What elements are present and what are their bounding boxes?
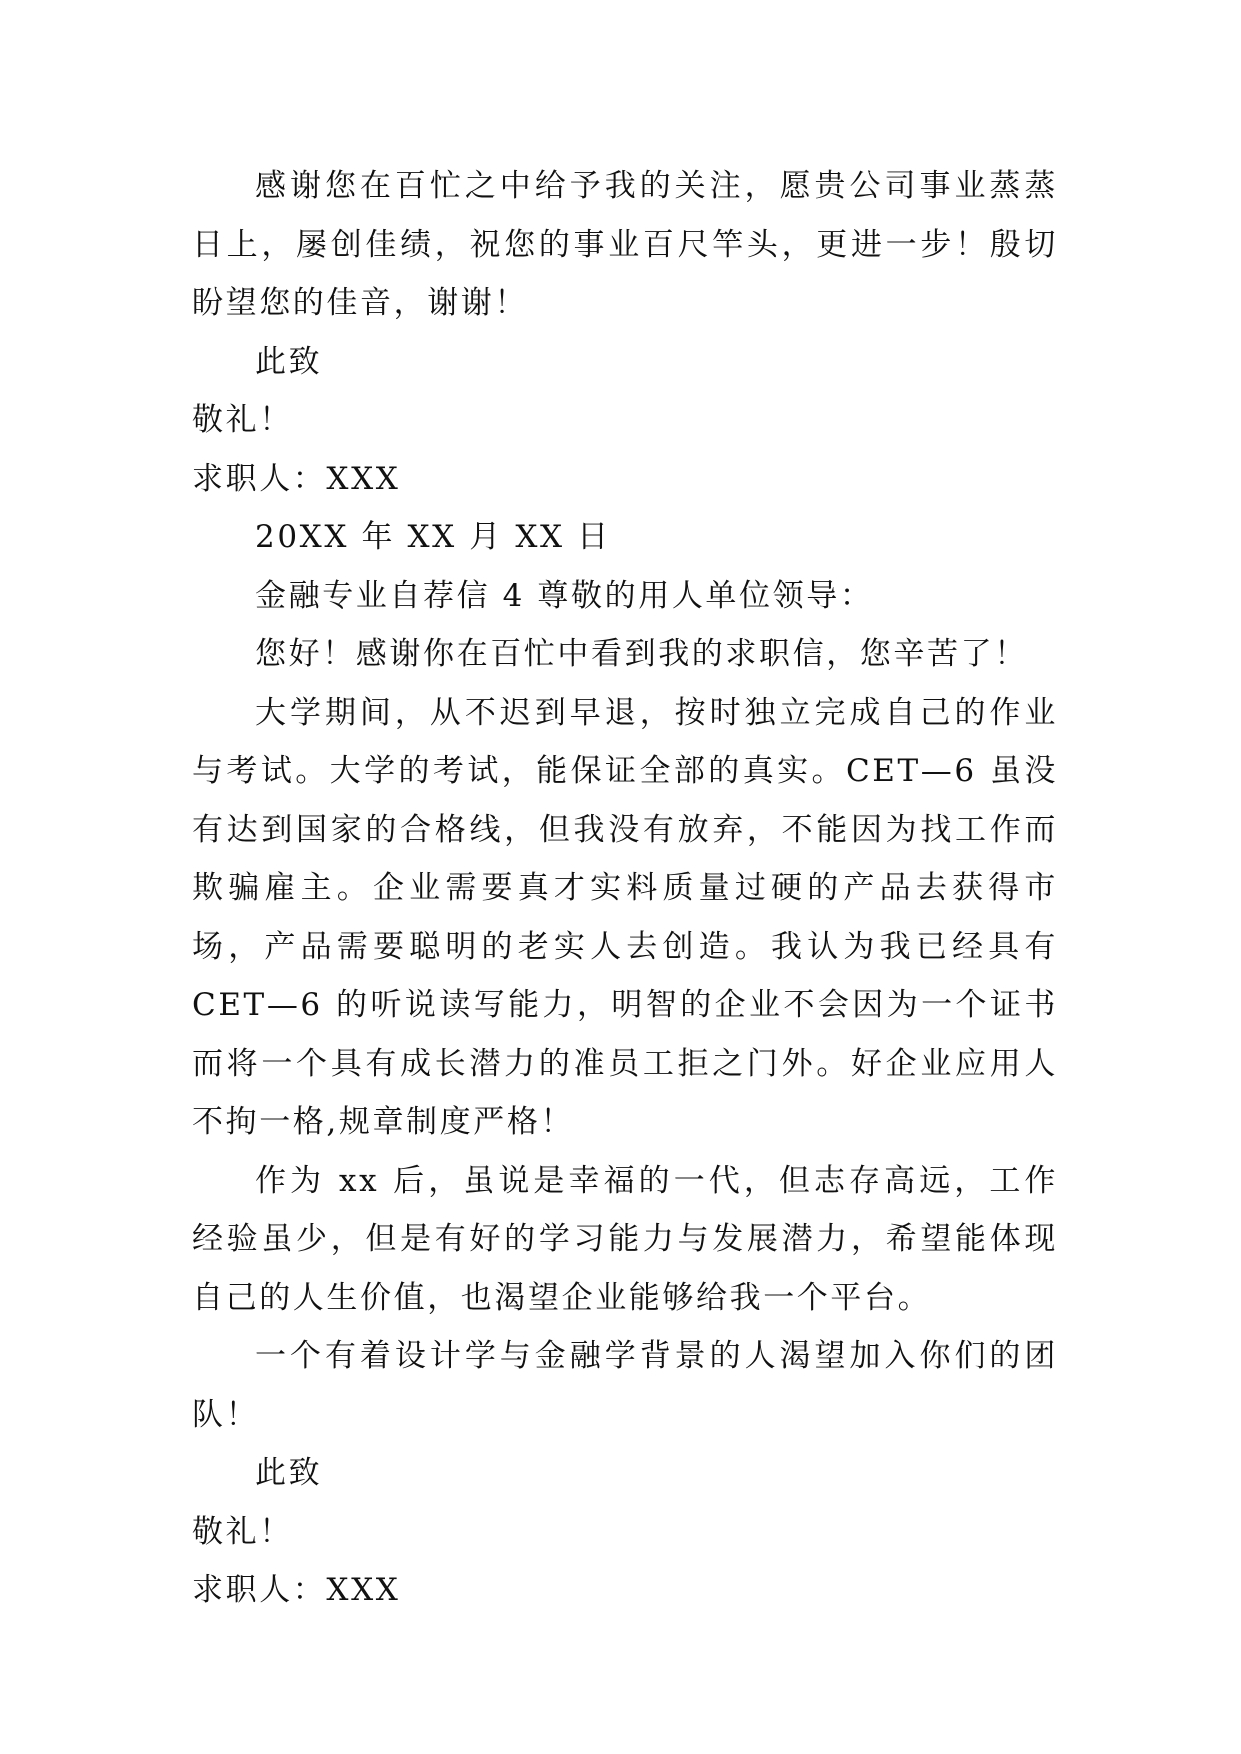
greeting-paragraph: 您好！感谢你在百忙中看到我的求职信，您辛苦了！: [255, 636, 1028, 672]
join-team-paragraph: 一个有着设计学与金融学背景的人渴望加入你们的团队！: [192, 1338, 1058, 1433]
university-paragraph: 大学期间，从不迟到早退，按时独立完成自己的作业与考试。大学的考试，能保证全部的真实。CET—6 虽没有达到国家的合格线，但我没有放弃，不能因为找工作而欺骗雇主。企业需要真才实料质量过硬的产品去获得市场，产品需要聪明的老实人去创造。我认为我已经具有 CET—6 的听说读写能力，明智的企业不会因为一个证书而将一个具有成长潜力的准员工拒之门外。好企业应用人不拘一格,规章制度严格！: [192, 694, 1058, 1140]
letter-date: 20XX 年 XX 月 XX 日: [255, 519, 611, 555]
letter-body: [192, 157, 1058, 1620]
salutation-jingli: 敬礼！: [192, 402, 293, 438]
salutation-jingli-2: 敬礼！: [192, 1513, 293, 1550]
generation-paragraph: 作为 xx 后，虽说是幸福的一代，但志存高远，工作经验虽少，但是有好的学习能力与发展潜力，希望能体现自己的人生价值，也渴望企业能够给我一个平台。: [192, 1162, 1058, 1316]
letter-heading: 金融专业自荐信 4 尊敬的用人单位领导：: [255, 577, 874, 614]
applicant-signature-2: 求职人：XXX: [192, 1572, 401, 1608]
applicant-signature: 求职人：XXX: [192, 460, 401, 497]
salutation-cizhi-2: 此致: [255, 1455, 323, 1491]
salutation-cizhi: 此致: [255, 343, 323, 380]
closing-paragraph: 感谢您在百忙之中给予我的关注，愿贵公司事业蒸蒸日上，屡创佳绩，祝您的事业百尺竿头，更进一步！殷切盼望您的佳音，谢谢！: [192, 168, 1058, 321]
